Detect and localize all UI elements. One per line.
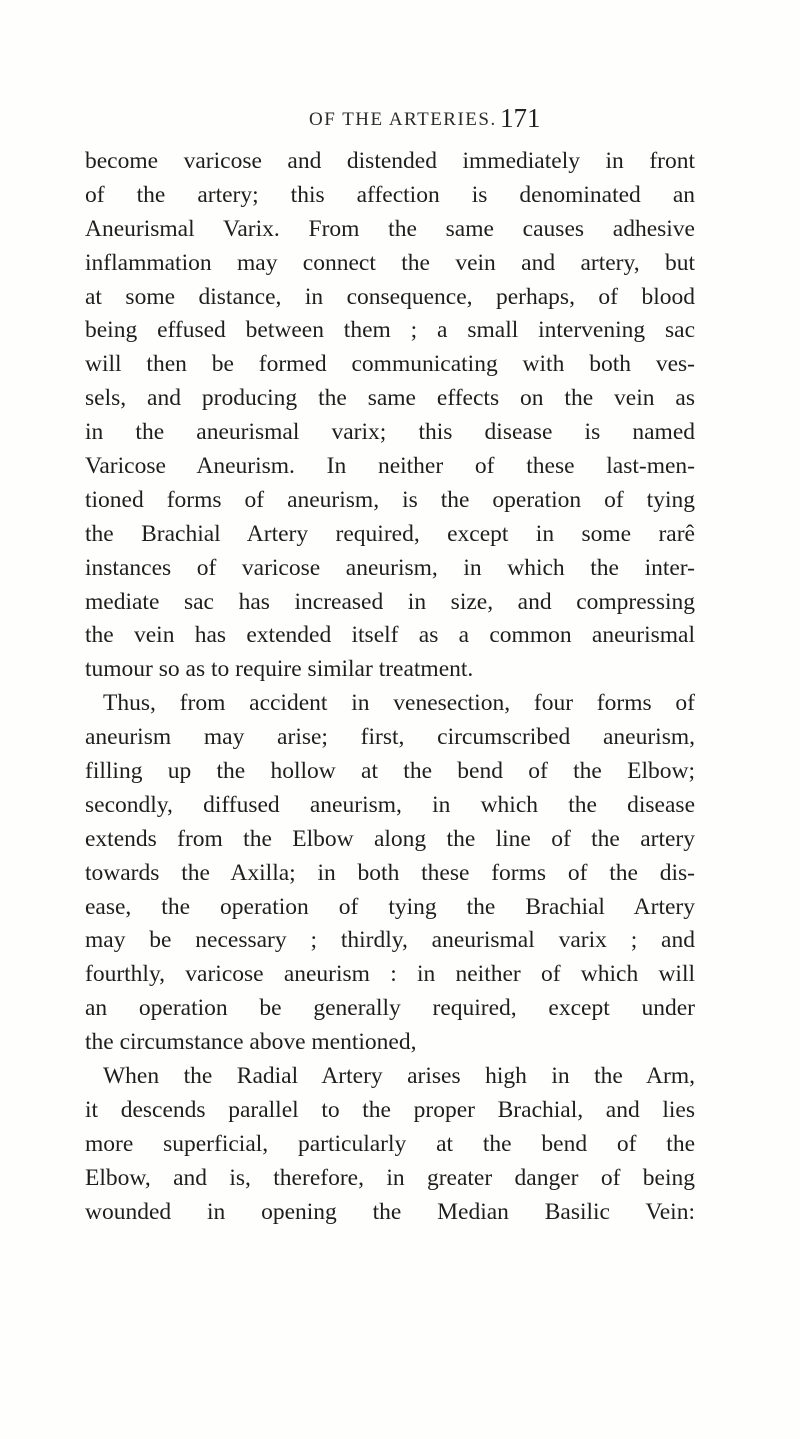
text-line: Thus, from accident in venesection, four forms of	[103, 690, 695, 717]
text-line: it descends parallel to the proper Brachial, and lies	[85, 1096, 695, 1123]
text-line: secondly, diffused aneurism, in which the disease	[85, 791, 695, 818]
body-text	[85, 145, 695, 1230]
text-line: fourthly, varicose aneurism : in neither of which will	[85, 961, 695, 988]
text-line: inflammation may connect the vein and artery, but	[85, 249, 695, 276]
text-line: Aneurismal Varix. From the same causes adhesive	[85, 215, 695, 242]
text-line: the circumstance above mentioned,	[85, 1029, 417, 1056]
running-head	[258, 103, 588, 139]
text-line: extends from the Elbow along the line of the artery	[85, 825, 695, 852]
text-line: filling up the hollow at the bend of the Elbow;	[85, 758, 695, 785]
text-line: tioned forms of aneurism, is the operation of tying	[85, 486, 695, 513]
text-line: instances of varicose aneurism, in which the inter-	[85, 554, 695, 581]
text-line: at some distance, in consequence, perhaps, of blood	[85, 283, 695, 310]
text-line: aneurism may arise; first, circumscribed aneurism,	[85, 724, 695, 751]
text-line: wounded in opening the Median Basilic Vein:	[85, 1198, 695, 1225]
text-line: being effused between them ; a small intervening sac	[85, 317, 695, 344]
text-line: in the aneurismal varix; this disease is named	[85, 419, 695, 446]
text-line: tumour so as to require similar treatment.	[85, 656, 474, 683]
text-line: of the artery; this affection is denominated an	[85, 181, 695, 208]
page-number: 171	[500, 103, 541, 133]
text-line: Elbow, and is, therefore, in greater danger of being	[85, 1164, 695, 1191]
text-line: sels, and producing the same effects on the vein as	[85, 385, 695, 412]
text-line: will then be formed communicating with both ves-	[85, 351, 695, 378]
text-line: an operation be generally required, except under	[85, 995, 695, 1022]
text-line: the vein has extended itself as a common aneurismal	[85, 622, 695, 649]
text-line: towards the Axilla; in both these forms of the dis-	[85, 859, 695, 886]
text-line: more superficial, particularly at the bend of the	[85, 1130, 695, 1157]
text-line: Varicose Aneurism. In neither of these last-men-	[85, 453, 695, 480]
running-title: OF THE ARTERIES.	[309, 109, 497, 130]
text-line: mediate sac has increased in size, and compressing	[85, 588, 695, 615]
text-line: become varicose and distended immediately in front	[85, 148, 695, 174]
text-line: When the Radial Artery arises high in the Arm,	[103, 1063, 695, 1090]
text-line: ease, the operation of tying the Brachial Artery	[85, 893, 695, 920]
text-line: may be necessary ; thirdly, aneurismal varix ; and	[85, 927, 695, 954]
text-line: the Brachial Artery required, except in some rarê	[85, 520, 695, 547]
